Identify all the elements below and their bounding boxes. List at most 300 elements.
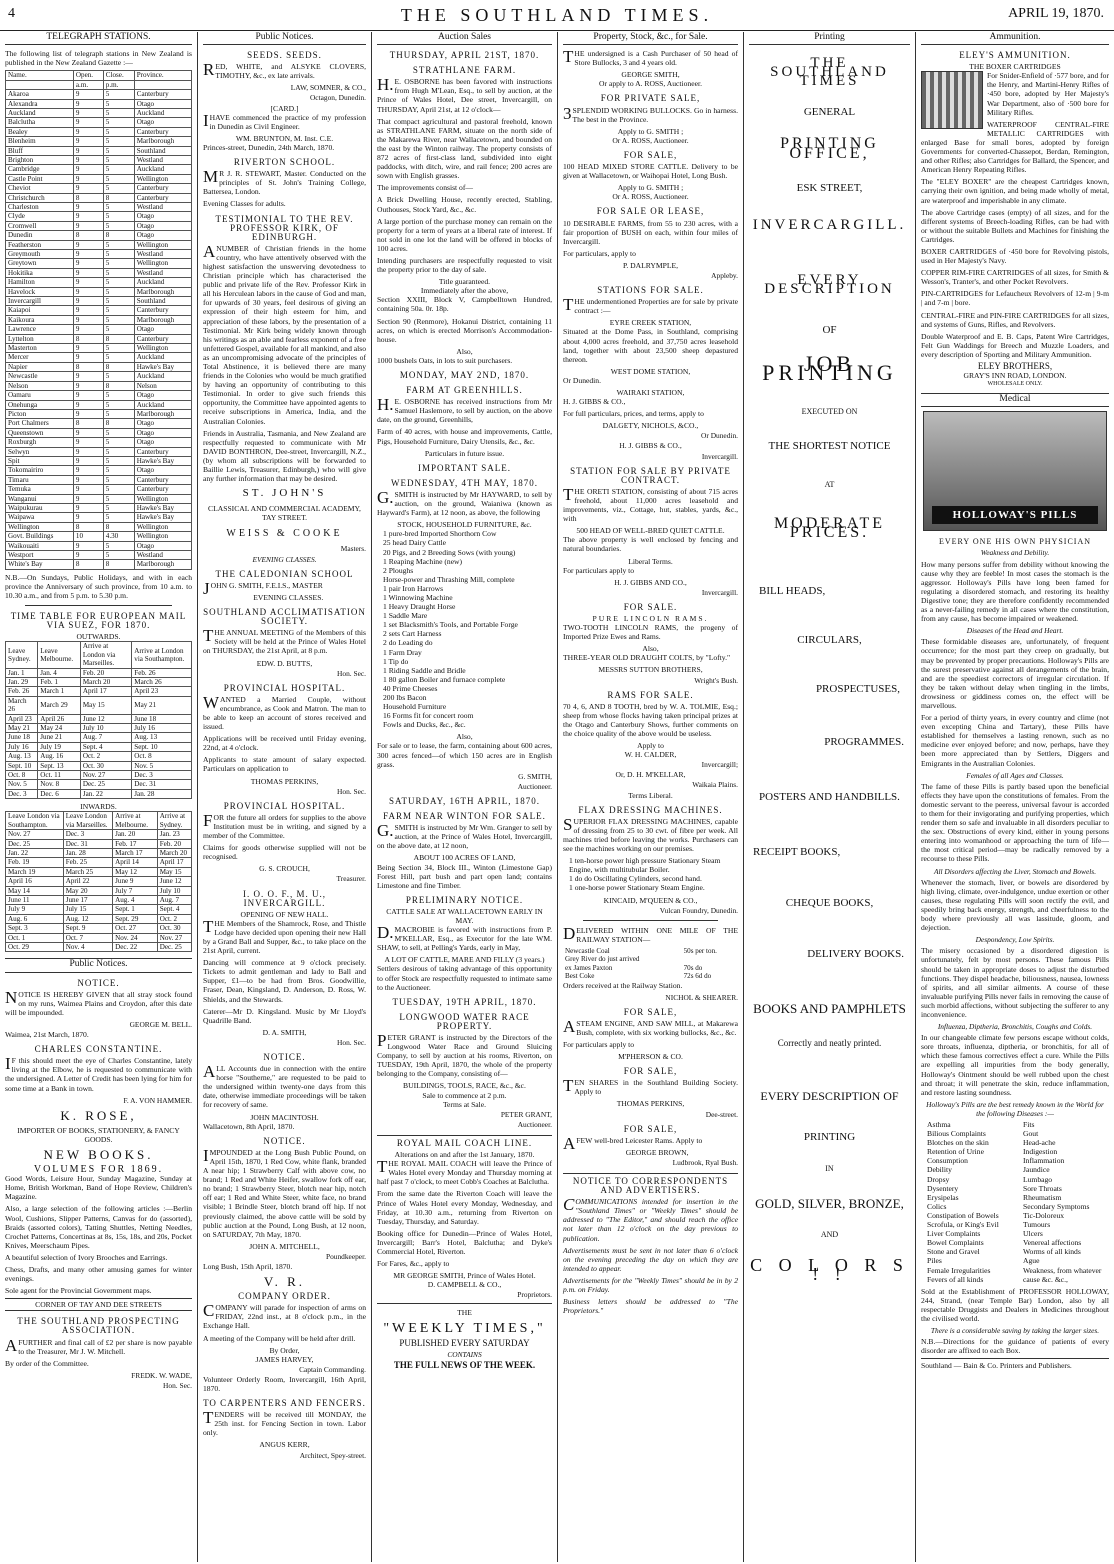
table-cell: Westland (134, 155, 191, 164)
sale-date: MONDAY, MAY 2ND, 1870. (399, 370, 530, 380)
disease-item: Weakness, from whatever cause &c. &c., (1023, 1265, 1102, 1284)
table-cell: Dunedin (6, 231, 74, 240)
printing-line: RECEIPT BOOKS, (753, 846, 841, 859)
table-cell: Charleston (6, 202, 74, 211)
medical-heading: Medical (921, 393, 1109, 407)
disease-item: Scrofula, or King's Evil (927, 1220, 999, 1230)
table-cell: Aug. 6 (6, 914, 64, 923)
table-cell: Dec. 25 (157, 943, 191, 952)
table-cell: 5 (103, 99, 134, 108)
ad-body: Apply to (637, 741, 664, 751)
ad-body: Also, (456, 732, 473, 742)
table-cell: 5 (103, 353, 134, 362)
column-public-notices (198, 32, 372, 1562)
weekly-times-published: PUBLISHED EVERY SATURDAY (399, 1337, 530, 1348)
table-cell: Lawrence (6, 325, 74, 334)
table-cell: 8 (103, 193, 134, 202)
table-cell: March 26 (6, 696, 38, 714)
table-cell: March 20 (157, 849, 191, 858)
table-cell: 5 (103, 315, 134, 324)
table-cell: Timaru (6, 475, 74, 484)
ad-body: By order of the Committee. (5, 1358, 89, 1368)
station-row (6, 90, 192, 99)
ad-title: FLAX DRESSING MACHINES. (578, 804, 723, 815)
ad-signature: H. J. GIBBS & CO., (619, 441, 682, 451)
ad-body: How many persons suffer from debility without knowing the cause why they are feeble! In most cases the stomach is the aggressor. Holloway's Pills have long been famed for regulating a disordered stomach, and restoring its healthy Digestive tone; they are therefore confidently recommended as a never-failing remedy in all cases where the constitution, from any cause, has become impaired or weakened. (921, 559, 1109, 624)
printing-line: AND (820, 1230, 839, 1240)
ad-signature: M'PHERSON & CO. (618, 1052, 683, 1062)
ad-body: N.B.—Directions for the guidance of patients of every disorder are affixed to each Box. (921, 1337, 1109, 1356)
inwards-table (5, 811, 192, 952)
station-row (6, 165, 192, 174)
ad-signature: Treasurer. (336, 874, 366, 884)
table-cell: 8 (103, 334, 134, 343)
table-cell: Govt. Buildings (6, 532, 74, 541)
ad-subtitle: A LOT OF CATTLE, MARE AND FILLY (3 years.) (384, 955, 545, 965)
table-cell: Canterbury (134, 90, 191, 99)
th-open: Open. (73, 71, 103, 80)
ad-signature: Auctioneer. (517, 1119, 552, 1129)
table-cell: 5 (103, 456, 134, 465)
ad-subtitle: VOLUMES FOR 1869. (33, 1164, 164, 1176)
station-row (6, 268, 192, 277)
table-cell: Blenheim (6, 137, 74, 146)
printing-line: DELIVERY BOOKS. (807, 948, 904, 961)
ad-body: Section 90 (Renmore), Hokanui District, containing 11 acres, on which is erected Morrison's Accommodation-house. (377, 316, 552, 344)
table-cell: 9 (73, 353, 103, 362)
ad-title: K. ROSE, (60, 1107, 137, 1123)
ad-signature: Masters. (340, 543, 366, 553)
table-cell: Kaiapoi (6, 306, 74, 315)
ad-body: TWO-TOOTH LINCOLN RAMS, the progeny of Imported Prize Ewes and Rams. (563, 623, 738, 642)
ad-body: PETER GRANT is instructed by the Directors of the Longwood Water Race and Ground Sluicing Company, to sell by auction at his rooms, Riverton, on TUESDAY, 19th April, 1870, the whole of the property belonging to the Company, consisting of— (377, 1031, 552, 1079)
table-cell: 5 (103, 221, 134, 230)
ad-subtitle: EVENING CLASSES. (252, 554, 317, 564)
table-cell: Oct. 8 (132, 752, 192, 761)
table-cell: Nov. 27 (80, 771, 131, 780)
ad-signature: Octagon, Dunedin. (309, 93, 366, 103)
disease-item: Female Irregularities (927, 1265, 991, 1275)
table-cell: Waipawa (6, 513, 74, 522)
printing-line: EVERY DESCRIPTION OF (760, 1088, 899, 1103)
table-cell: 5 (103, 212, 134, 221)
table-cell: April 16 (6, 877, 64, 886)
ad-body: COMMUNICATIONS intended for insertion in the "Southland Times" or "Weekly Times" should be addressed to "The Editor," and should reach the office not later than 12 o'clock on the day previous to publication. (563, 1195, 738, 1243)
table-cell: Nelson (6, 381, 74, 390)
ad-body: In our changeable climate few persons escape without colds, sore throats, influenza, diptheria, or bronchitis, for all of which these famous correctives effect a cure. While the Pills are expelling all impurities from the body generally, Holloway's Ointment should be well rubbed upon the chest and throat; it will penetrate the skin, reduce inflammation, and restore lasting soundness. (921, 1033, 1109, 1097)
coal-row (563, 955, 738, 963)
ad-body: For sale or to lease, the farm, containing about 600 acres, 300 acres fenced—of which 150 acres are in English grass. (377, 741, 552, 769)
ad-signature: Appleby. (711, 270, 738, 280)
ad-body: Good Words, Leisure Hour, Sunday Magazine, Sunday at Home, British Workman, Band of Hope Review, Children's Magazine. (5, 1174, 192, 1202)
ad-body: The misery occasioned by a disordered digestion is unfortunately, felt by most persons. These famous Pills should be taken in appropriate doses to adjust the disturbed functions. They dispel headache, biliousness, nausea, lowness of spirits, and all similar ailments. A course of these invaluable purifying Pills never fails in removing the cause of such morbid affections, without subjecting the sufferer to any inconvenience. (921, 946, 1109, 1019)
disease-item: Bilious Complaints (927, 1129, 986, 1139)
station-row (6, 212, 192, 221)
table-cell: 5 (103, 108, 134, 117)
table-cell: July 19 (38, 742, 81, 751)
table-cell: Invercargill (6, 297, 74, 306)
ad-subtitle: STOCK, HOUSEHOLD FURNITURE, &c. (397, 520, 532, 530)
ad-title: COMPANY ORDER. (238, 1291, 331, 1302)
ad-signature: Invercargill. (701, 451, 738, 461)
ad-signature: GEORGE SMITH, (621, 70, 680, 80)
ad-signature: NICHOL & SHEARER. (665, 992, 738, 1002)
masthead (0, 0, 1114, 31)
disease-item: Tic-Doloreux (1023, 1210, 1065, 1220)
table-cell: Canterbury (134, 193, 191, 202)
table-cell: 5 (103, 447, 134, 456)
table-cell: White's Bay (6, 560, 74, 569)
ad-title: PROVINCIAL HOSPITAL. (223, 682, 346, 693)
station-row (6, 202, 192, 211)
table-cell: 9 (73, 118, 103, 127)
table-cell: Auckland (6, 108, 74, 117)
table-cell: Jan. 1 (6, 668, 38, 677)
table-cell: Canterbury (134, 485, 191, 494)
table-cell: 5 (103, 541, 134, 550)
disease-item: Liver Complaints (927, 1229, 981, 1239)
column-ammunition-medical (916, 32, 1114, 1562)
table-cell: 9 (73, 278, 103, 287)
table-cell: Greymouth (6, 250, 74, 259)
ad-title: FOR SALE, (623, 1006, 678, 1017)
ad-body: For full particulars, prices, and terms, apply to (563, 409, 704, 419)
ad-body: COPPER RIM-FIRE CARTRIDGES of all sizes, for Smith & Wesson's, Tranter's, and other Pocket Revolvers. (921, 268, 1109, 287)
ad-signature: JAMES HARVEY, (255, 1354, 314, 1364)
table-cell: April 14 (113, 858, 158, 867)
ad-signature: Proprietors. (517, 1290, 552, 1300)
table-cell: 72s 6d do (683, 972, 712, 981)
table-cell: Dec. 3 (132, 771, 192, 780)
printing-line: CIRCULARS, (797, 633, 862, 646)
table-cell: 9 (73, 212, 103, 221)
ad-title: I. O. O. F., M. U., INVERCARGILL. (242, 888, 327, 908)
table-cell: Wellington (134, 522, 191, 531)
ad-body: Claims for goods otherwise supplied will not be recognised. (203, 843, 366, 862)
table-cell: June 18 (6, 733, 38, 742)
table-cell: Aug. 13 (132, 733, 192, 742)
station-row (6, 193, 192, 202)
outwards-row (6, 771, 192, 780)
station-row (6, 127, 192, 136)
table-cell: 9 (73, 485, 103, 494)
station-row (6, 532, 192, 541)
table-cell: Sept. 9 (63, 924, 112, 933)
table-cell: 5 (103, 287, 134, 296)
ad-signature: KINCAID, M'QUEEN & CO., (603, 895, 698, 905)
table-cell: 5 (103, 344, 134, 353)
table-cell: Marlborough (134, 287, 191, 296)
table-cell: 9 (73, 325, 103, 334)
station-row (6, 99, 192, 108)
table-cell: ex James Paxton (565, 963, 613, 972)
ad-body: Whenever the stomach, liver, or bowels are disordered by high living, climate, over-indulgence, undue exertion or other causes, these regulating Pills will soon rectify the evil, and speedily bring back energy, strength, and cheerfulness to the body where previously all was lassitude, gloom, and dejection. (921, 877, 1109, 933)
table-cell: Dec. 22 (113, 943, 158, 952)
sale-item: 1 Winnowing Machine (383, 592, 453, 602)
ad-body: BOXER CARTRIDGES of ·450 bore for Revolving pistols, used in Her Majesty's Navy. (921, 246, 1109, 266)
ad-subtitle: EYRE CREEK STATION, (609, 318, 692, 328)
table-cell: 9 (73, 428, 103, 437)
out-th: Leave Sydney. (6, 642, 38, 668)
ad-body: Applicants to state amount of salary expected. Particulars on application to (203, 755, 366, 774)
table-cell: Best Coke (565, 972, 595, 981)
table-cell: Dec. 3 (6, 789, 38, 798)
ad-signature: Ludbrook, Ryal Bush. (672, 1157, 738, 1167)
ad-title: FOR SALE OR LEASE, (596, 206, 705, 217)
section-heading: Property, Stock, &c., for Sale. (563, 32, 738, 45)
station-row (6, 475, 192, 484)
station-row (6, 137, 192, 146)
table-cell: Oct. 7 (63, 933, 112, 942)
ad-signature: Or A. ROSS, Auctioneer. (612, 135, 689, 145)
table-cell: Jan. 29 (6, 678, 38, 687)
sale-item: 1 Saddle Mare (383, 611, 428, 621)
ad-body: THE ORETI STATION, consisting of about 715 acres freehold, about 11,000 acres leasehold and improvements, viz., Cottage, hut, stables, yards, &c., with (563, 484, 738, 524)
table-cell: 9 (73, 551, 103, 560)
ad-body: For a period of thirty years, in every country and clime (not even excepting China and Tartary), these Pills have established for themselves a lasting renown, such as no medicine ever enjoyed before; and now, perhaps, have they been more appreciated than by Settlers, Diggers and Emigrants in the Australian Colonies. (921, 713, 1109, 768)
table-cell: Oct. 29 (6, 943, 64, 952)
table-cell: Dec. 31 (63, 839, 112, 848)
table-cell: 9 (73, 475, 103, 484)
ad-signature: D. A. SMITH, (262, 1027, 307, 1037)
table-cell: 9 (73, 381, 103, 390)
table-cell: Sept. 3 (6, 924, 64, 933)
table-cell: 5 (103, 250, 134, 259)
ad-title: RIVERTON SCHOOL. (233, 157, 336, 168)
ad-body: Section XXIII, Block V, Campbelltown Hundred, containing 50a. 0r. 18p. (377, 295, 552, 314)
page-number: 4 (8, 6, 15, 21)
table-cell: 5 (103, 259, 134, 268)
table-cell: Selwyn (6, 447, 74, 456)
ad-subtitle: ABOUT 100 ACRES OF LAND, (413, 853, 516, 863)
section-heading: Public Notices. (203, 32, 366, 45)
ad-body: Caterer—Mr D. Kingsland. Music by Mr Lloyd's Quadrille Band. (203, 1006, 366, 1025)
ad-body: Liberal Terms. (628, 556, 673, 566)
ad-body: 100 HEAD MIXED STORE CATTLE. Delivery to be given at Wallacetown, or Waihopai Hotel, Long Bush. (563, 162, 738, 181)
table-cell: April 23 (6, 714, 38, 723)
table-cell: May 15 (80, 696, 131, 714)
disease-item: Jaundice (1023, 1165, 1050, 1175)
table-cell: June 18 (132, 714, 192, 723)
weekly-times-the: THE (377, 1303, 552, 1317)
ad-body: 3SPLENDID WORKING BULLOCKS. Go in harness. The best in the Province. (563, 103, 738, 124)
section-heading: TELEGRAPH STATIONS. (5, 32, 192, 45)
table-cell: Otago (134, 221, 191, 230)
station-row (6, 522, 192, 531)
ad-subtitle: Diseases of the Head and Heart. (966, 626, 1064, 636)
table-cell: Nov. 24 (113, 933, 158, 942)
table-cell: Otago (134, 325, 191, 334)
ad-body: For Fares, &c., apply to (377, 1259, 450, 1269)
disease-item: Fits (1023, 1120, 1035, 1129)
ad-body: RED, WHITE, and ALSYKE CLOVERS, TIMOTHY, &c., ex late arrivals. (203, 60, 366, 81)
ad-body: IHAVE commenced the practice of my profession in Dunedin as Civil Engineer. (203, 110, 366, 131)
table-cell: Tokomairiro (6, 466, 74, 475)
ad-signature: LAW, SOMNER, & CO., (290, 83, 366, 93)
station-row (6, 466, 192, 475)
column-auction-sales (372, 32, 558, 1562)
ad-signature: PETER GRANT, (500, 1109, 552, 1119)
disease-item: Erysipelas (927, 1192, 959, 1202)
table-cell: Newcastle (6, 372, 74, 381)
table-cell: 5 (103, 240, 134, 249)
section-heading: Ammunition. (921, 32, 1109, 45)
table-cell: Nov. 5 (6, 780, 38, 789)
ad-subtitle: 500 HEAD OF WELL-BRED QUIET CATTLE. (576, 526, 725, 536)
printing-line: PRINTING (803, 1130, 856, 1143)
table-cell: May 21 (6, 724, 38, 733)
table-cell: Auckland (134, 165, 191, 174)
weekly-times-contains: CONTAINS (447, 1349, 482, 1359)
ad-signature: Hon. Sec. (337, 668, 366, 678)
ad-signature: THOMAS PERKINS, (250, 776, 319, 786)
table-cell: 5 (103, 306, 134, 315)
column-telegraph (0, 32, 198, 1562)
ad-date: Wallacetown, 8th April, 1870. (203, 1121, 295, 1131)
table-cell: March 19 (6, 867, 64, 876)
table-cell: Canterbury (134, 127, 191, 136)
out-th: Arrive at London via Southampton. (132, 642, 192, 668)
table-cell: Mercer (6, 353, 74, 362)
table-cell: Balclutha (6, 118, 74, 127)
table-cell: 5 (103, 278, 134, 287)
station-row (6, 362, 192, 371)
table-cell: 9 (73, 391, 103, 400)
ad-body: COMPANY will parade for inspection of arms on FRIDAY, 22nd inst., at 8 o'clock p.m., in the Exchange Hall. (203, 1301, 366, 1331)
table-cell: Auckland (134, 400, 191, 409)
table-cell: May 24 (38, 724, 81, 733)
table-cell: Oct. 2 (157, 914, 191, 923)
table-cell: 9 (73, 127, 103, 136)
newspaper-title: THE SOUTHLAND TIMES. (400, 5, 714, 25)
unit-am: a.m. (73, 80, 103, 89)
table-cell: Feb. 17 (113, 839, 158, 848)
table-cell: 9 (73, 503, 103, 512)
table-cell: Bluff (6, 146, 74, 155)
table-cell: 9 (73, 297, 103, 306)
station-row (6, 541, 192, 550)
table-cell: Greytown (6, 259, 74, 268)
ad-title: SOUTHLAND ACCLIMATISATION SOCIETY. (203, 607, 366, 627)
ad-body: Chess, Drafts, and many other amusing games for winter evenings. (5, 1265, 192, 1284)
station-row (6, 250, 192, 259)
ad-signature: P. DALRYMPLE, (622, 260, 679, 270)
ad-body: MR J. R. STEWART, Master. Conducted on the principles of St. John's Training College, Battersea, London. (203, 167, 366, 197)
station-row (6, 513, 192, 522)
table-cell: 9 (73, 268, 103, 277)
ad-body: ALL Accounts due in connection with the entire horse "Southerne," are requested to be paid to the undersigned within twenty-one days from this date, otherwise immediate proceedings will be taken for recovery of same. (203, 1062, 366, 1110)
inwards-row (6, 896, 192, 905)
printing-line: EVERY DESCRIPTION (764, 271, 895, 297)
th-name: Name. (6, 71, 74, 80)
table-cell: 5 (103, 127, 134, 136)
table-cell: Sept. 1 (113, 905, 158, 914)
table-cell: Oct. 11 (38, 771, 81, 780)
table-cell: Queenstown (6, 428, 74, 437)
table-cell: 9 (73, 344, 103, 353)
table-cell: May 21 (132, 696, 192, 714)
printing-line: POSTERS AND HANDBILLS. (759, 791, 900, 804)
table-cell: Temuka (6, 485, 74, 494)
ad-body: That compact agricultural and pastoral freehold, known as STRATHLANE FARM, situate on the north side of the Makarewa River, near Wallacetown, and bounded on the east by the Winton railway. The property consists of 872 acres of first-class land, subdivided into eight paddocks, with ditch, wire, and rail fence; 200 acres are sown with English grasses. (377, 116, 552, 181)
table-cell: Castle Point (6, 174, 74, 183)
section-heading: Printing (749, 32, 910, 45)
table-cell: Sept. 10 (132, 742, 192, 751)
printing-line: AT (824, 479, 835, 489)
table-cell: 9 (73, 438, 103, 447)
table-cell: Havelock (6, 287, 74, 296)
printing-line: PROSPECTUSES, (815, 682, 900, 695)
table-cell: Feb. 20 (157, 839, 191, 848)
ad-signature: Hon. Sec. (337, 786, 366, 796)
ad-body: Terms Liberal. (628, 790, 673, 800)
table-cell: 9 (73, 155, 103, 164)
ad-body: WANTED a Married Couple, without encumbrance, as Cook and Matron. The man to be able to keep an account of stores received and issued. (203, 692, 366, 732)
ad-body: Sale to commence at 2 p.m. (422, 1090, 507, 1100)
ad-body: From the same date the Riverton Coach will leave the Prince of Wales Hotel every Monday, Wednesday, and Friday, at 10.30 a.m., returning from Riverton on Tuesday, Thursday, and Saturday. (377, 1189, 552, 1226)
table-cell: March 17 (113, 849, 158, 858)
station-row (6, 353, 192, 362)
disease-item: Ague (1023, 1256, 1040, 1266)
table-cell: 9 (73, 456, 103, 465)
table-cell: 9 (73, 184, 103, 193)
table-cell: 5 (103, 184, 134, 193)
table-cell: Picton (6, 409, 74, 418)
table-cell: April 17 (80, 687, 131, 696)
table-cell: 8 (103, 381, 134, 390)
sale-item: 200 lbs Bacon (383, 693, 427, 702)
ad-body: The above Cartridge cases (empty) of all sizes, and for the different systems of Breech-loading Rifles, can be had with or without the suitable Bullets and Machines for finishing the Cartridges. (921, 207, 1109, 244)
inwards-row (6, 933, 192, 942)
sale-item: 1 Tip do (383, 656, 409, 666)
sale-item: 20 Pigs, and 2 Breeding Sows (with young) (383, 547, 516, 557)
ad-body: H.E. OSBORNE has been favored with instructions from Hugh M'Lean, Esq., to sell by auction, at the Prince of Wales Hotel, Dee street, Invercargill, on THURSDAY, April 21st, at 12 o'clock— (377, 75, 552, 114)
table-cell: April 17 (157, 858, 191, 867)
ad-body: Immediately after the above, (420, 286, 509, 296)
ad-body: Terms at Sale. (442, 1099, 487, 1109)
outwards-row (6, 789, 192, 798)
table-cell: Marlborough (134, 137, 191, 146)
outwards-row (6, 678, 192, 687)
outwards-row (6, 724, 192, 733)
table-cell: Jan. 22 (80, 789, 131, 798)
printing-line: PRINTING OFFICE, (780, 135, 879, 162)
table-cell: 5 (103, 391, 134, 400)
ad-body: CENTRAL-FIRE and PIN-FIRE CARTRIDGES for all sizes, and systems of Guns, Rifles, and Revolvers. (921, 310, 1109, 329)
disease-item: Retention of Urine (927, 1147, 984, 1157)
th-province: Province. (134, 71, 191, 80)
table-cell: 5 (103, 485, 134, 494)
ad-body: For Snider-Enfield of ·577 bore, and for the Henry, and Martini-Henry Rifles of ·450 bore, adopted by Her Majesty's War Department, also of ·500 bore for Military Rifles. (987, 71, 1109, 117)
ad-signature: MR GEORGE SMITH, Prince of Wales Hotel. (393, 1271, 536, 1281)
ad-body: Double Waterproof and E. B. Caps, Patent Wire Cartridges, Felt Gun Waddings for Breech and Muzzle Loaders, and every description of Sporting and Military Ammunition. (921, 331, 1109, 359)
disease-item: Worms of all kinds (1023, 1247, 1081, 1257)
ad-date: Volunteer Orderly Room, Invercargill, 16th April, 1870. (203, 1374, 366, 1393)
disease-item: Secondary Symptoms (1023, 1201, 1090, 1211)
ad-title: NOTICE. (77, 977, 120, 988)
printing-line: ESK STREET, (796, 181, 863, 194)
table-cell: Christchurch (6, 193, 74, 202)
table-cell: April 26 (38, 714, 81, 723)
table-cell: 8 (73, 419, 103, 428)
station-row (6, 306, 192, 315)
ad-title: V. R. (263, 1274, 306, 1290)
ad-title: FOR SALE, (623, 1123, 678, 1134)
ad-body: Particulars in future issue. (424, 448, 505, 458)
inwards-row (6, 839, 192, 848)
ad-body: D.MACROBIE is favored with instructions from P. M'KELLAR, Esq., as Executor for the late WM. SHAW, to sell, at Pelling's Yards, early in May, (377, 923, 552, 953)
printing-line: INVERCARGILL. (752, 216, 907, 233)
